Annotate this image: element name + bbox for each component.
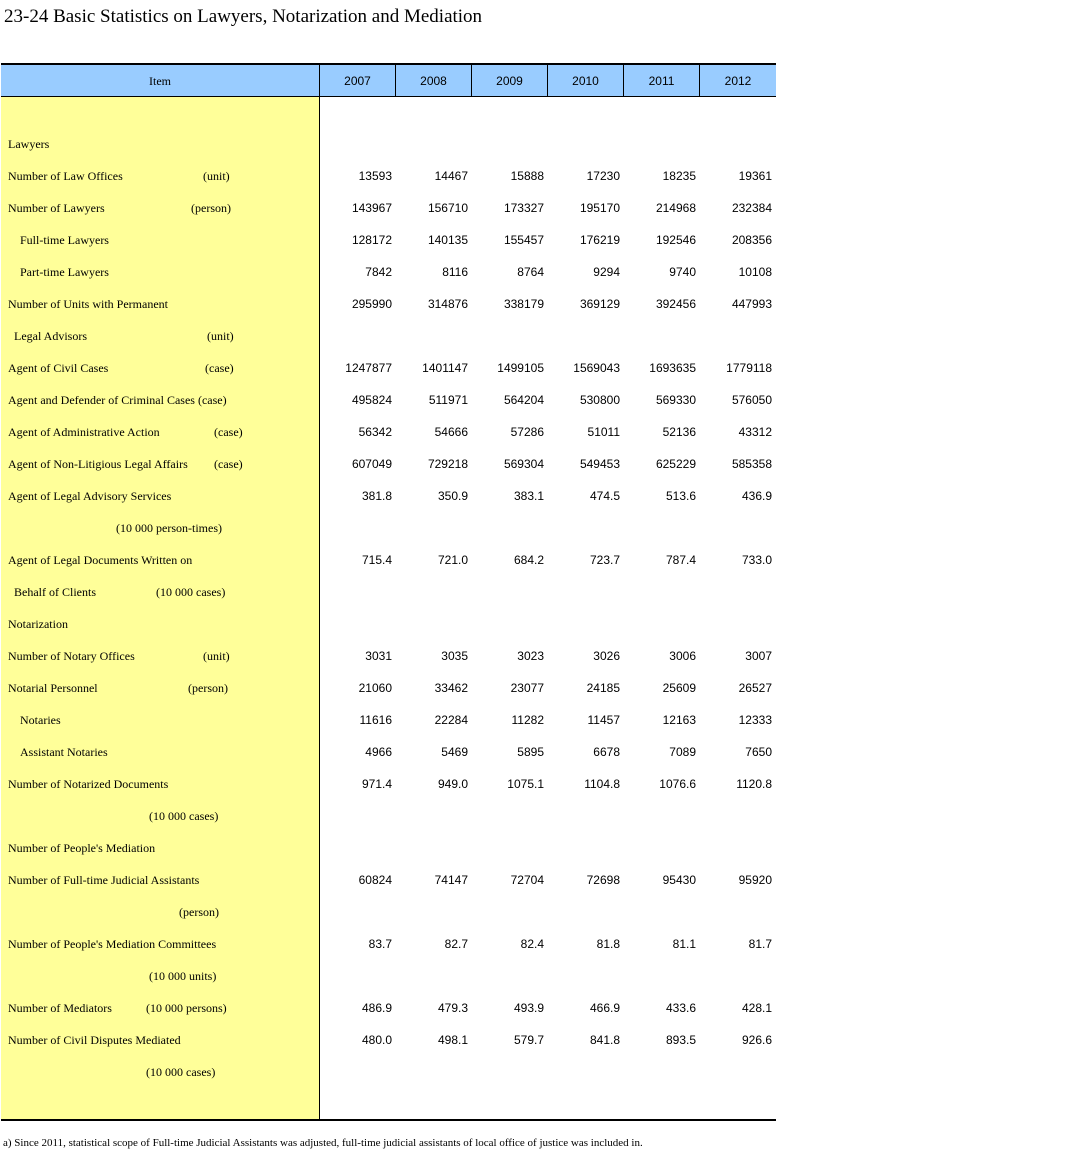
row-label: Agent of Legal Documents Written on bbox=[8, 553, 193, 567]
row-label: Legal Advisors bbox=[14, 329, 87, 343]
row-value: 513.6 bbox=[665, 489, 696, 503]
table-row bbox=[1, 800, 776, 832]
row-value: 607049 bbox=[351, 457, 392, 471]
row-value: 95920 bbox=[738, 873, 772, 887]
table-row bbox=[1, 384, 776, 416]
row-value: 926.6 bbox=[741, 1033, 772, 1047]
row-label: Number of People's Mediation Committees bbox=[8, 937, 217, 951]
row-value: 21060 bbox=[358, 681, 392, 695]
row-label: Notarization bbox=[8, 617, 68, 631]
row-unit: (unit) bbox=[207, 329, 234, 343]
row-value: 7842 bbox=[365, 265, 392, 279]
row-unit: (10 000 cases) bbox=[146, 1065, 216, 1079]
row-value: 381.8 bbox=[361, 489, 392, 503]
row-value: 82.4 bbox=[520, 937, 544, 951]
row-value: 214968 bbox=[655, 201, 696, 215]
table-row bbox=[1, 1024, 776, 1056]
row-unit: (10 000 units) bbox=[149, 969, 217, 983]
row-value: 25609 bbox=[662, 681, 696, 695]
row-value: 530800 bbox=[579, 393, 620, 407]
row-label: Assistant Notaries bbox=[20, 745, 108, 759]
table-header bbox=[1, 63, 776, 97]
row-value: 486.9 bbox=[361, 1001, 392, 1015]
row-value: 52136 bbox=[662, 425, 696, 439]
table-row bbox=[1, 992, 776, 1024]
row-value: 564204 bbox=[503, 393, 544, 407]
row-value: 7089 bbox=[669, 745, 696, 759]
row-value: 43312 bbox=[738, 425, 772, 439]
row-value: 95430 bbox=[662, 873, 696, 887]
table-row bbox=[1, 192, 776, 224]
row-unit: (10 000 cases) bbox=[149, 809, 219, 823]
row-value: 72698 bbox=[586, 873, 620, 887]
row-value: 841.8 bbox=[589, 1033, 620, 1047]
row-value: 3035 bbox=[441, 649, 468, 663]
row-value: 173327 bbox=[503, 201, 544, 215]
row-unit: (person) bbox=[191, 201, 231, 215]
row-label: Lawyers bbox=[8, 137, 50, 151]
row-value: 208356 bbox=[731, 233, 772, 247]
table-row bbox=[1, 768, 776, 800]
row-value: 585358 bbox=[731, 457, 772, 471]
row-value: 971.4 bbox=[361, 777, 392, 791]
row-value: 480.0 bbox=[361, 1033, 392, 1047]
row-value: 155457 bbox=[503, 233, 544, 247]
row-value: 1569043 bbox=[573, 361, 620, 375]
row-value: 949.0 bbox=[437, 777, 468, 791]
row-value: 684.2 bbox=[513, 553, 544, 567]
row-label: Full-time Lawyers bbox=[20, 233, 109, 247]
row-value: 338179 bbox=[503, 297, 544, 311]
table-row bbox=[1, 864, 776, 896]
row-label: Behalf of Clients bbox=[14, 585, 96, 599]
row-value: 1499105 bbox=[497, 361, 544, 375]
row-value: 433.6 bbox=[665, 1001, 696, 1015]
row-value: 893.5 bbox=[665, 1033, 696, 1047]
table-row bbox=[1, 736, 776, 768]
header-year: 2012 bbox=[724, 74, 752, 88]
table-row bbox=[1, 416, 776, 448]
row-value: 1075.1 bbox=[507, 777, 544, 791]
row-value: 495824 bbox=[351, 393, 392, 407]
row-value: 195170 bbox=[579, 201, 620, 215]
row-unit: (case) bbox=[214, 457, 243, 471]
row-value: 17230 bbox=[586, 169, 620, 183]
row-label: Number of People's Mediation bbox=[8, 841, 156, 855]
row-unit: (case) bbox=[214, 425, 243, 439]
row-value: 1779118 bbox=[726, 361, 772, 375]
row-value: 12163 bbox=[662, 713, 696, 727]
row-label: Number of Law Offices bbox=[8, 169, 123, 183]
row-value: 314876 bbox=[427, 297, 468, 311]
row-value: 1104.8 bbox=[584, 777, 620, 791]
row-label: Agent of Legal Advisory Services bbox=[8, 489, 172, 503]
row-value: 474.5 bbox=[589, 489, 620, 503]
row-value: 1247877 bbox=[345, 361, 392, 375]
row-value: 576050 bbox=[731, 393, 772, 407]
table-row bbox=[1, 928, 776, 960]
row-label: Agent of Non-Litigious Legal Affairs bbox=[8, 457, 188, 471]
header-year: 2008 bbox=[396, 65, 472, 96]
row-value: 5469 bbox=[441, 745, 468, 759]
row-label: Number of Notarized Documents bbox=[8, 777, 169, 791]
row-label: Notaries bbox=[20, 713, 61, 727]
header-item: Item bbox=[1, 65, 320, 96]
row-value: 72704 bbox=[510, 873, 544, 887]
table-row bbox=[1, 576, 776, 608]
row-unit: (10 000 cases) bbox=[156, 585, 226, 599]
row-value: 479.3 bbox=[437, 1001, 468, 1015]
row-value: 11457 bbox=[587, 713, 620, 727]
row-value: 10108 bbox=[738, 265, 772, 279]
table-row bbox=[1, 960, 776, 992]
row-value: 5895 bbox=[517, 745, 544, 759]
table-row bbox=[1, 896, 776, 928]
row-value: 493.9 bbox=[513, 1001, 544, 1015]
row-value: 51011 bbox=[587, 425, 620, 439]
row-value: 23077 bbox=[510, 681, 544, 695]
row-unit: (unit) bbox=[203, 169, 230, 183]
row-value: 569304 bbox=[503, 457, 544, 471]
row-value: 19361 bbox=[738, 169, 772, 183]
row-unit: (10 000 persons) bbox=[146, 1001, 227, 1015]
row-value: 3031 bbox=[365, 649, 392, 663]
row-value: 1076.6 bbox=[659, 777, 696, 791]
row-value: 26527 bbox=[738, 681, 772, 695]
row-value: 9294 bbox=[593, 265, 620, 279]
header-year: 2007 bbox=[320, 65, 396, 96]
table-row bbox=[1, 160, 776, 192]
header-year: 2011 bbox=[624, 65, 700, 96]
row-value: 9740 bbox=[669, 265, 696, 279]
row-value: 140135 bbox=[427, 233, 468, 247]
row-value: 787.4 bbox=[665, 553, 696, 567]
row-value: 1401147 bbox=[422, 361, 468, 375]
page-title: 23-24 Basic Statistics on Lawyers, Notarization and Mediation bbox=[4, 6, 483, 27]
row-value: 579.7 bbox=[513, 1033, 544, 1047]
row-value: 81.1 bbox=[672, 937, 696, 951]
row-value: 549453 bbox=[579, 457, 620, 471]
table-row bbox=[1, 288, 776, 320]
row-label: Agent of Administrative Action bbox=[8, 425, 160, 439]
row-value: 57286 bbox=[510, 425, 544, 439]
row-value: 350.9 bbox=[437, 489, 468, 503]
row-value: 498.1 bbox=[437, 1033, 468, 1047]
table-row bbox=[1, 352, 776, 384]
row-value: 369129 bbox=[579, 297, 620, 311]
row-value: 392456 bbox=[655, 297, 696, 311]
row-value: 22284 bbox=[434, 713, 468, 727]
row-value: 3007 bbox=[745, 649, 772, 663]
row-value: 81.8 bbox=[596, 937, 620, 951]
row-value: 7650 bbox=[745, 745, 772, 759]
table-row bbox=[1, 512, 776, 544]
row-value: 3023 bbox=[517, 649, 544, 663]
row-value: 447993 bbox=[731, 297, 772, 311]
row-label: Notarial Personnel bbox=[8, 681, 98, 695]
row-label: Number of Lawyers bbox=[8, 201, 105, 215]
row-value: 733.0 bbox=[741, 553, 772, 567]
row-value: 11282 bbox=[511, 713, 544, 727]
row-value: 128172 bbox=[351, 233, 392, 247]
row-value: 18235 bbox=[662, 169, 696, 183]
row-value: 625229 bbox=[655, 457, 696, 471]
row-value: 383.1 bbox=[513, 489, 544, 503]
table-body bbox=[1, 97, 776, 1121]
row-value: 295990 bbox=[351, 297, 392, 311]
row-label: Number of Notary Offices bbox=[8, 649, 135, 663]
table-row bbox=[1, 128, 776, 160]
row-value: 569330 bbox=[655, 393, 696, 407]
row-value: 83.7 bbox=[368, 937, 392, 951]
row-value: 8116 bbox=[442, 265, 468, 279]
row-value: 428.1 bbox=[741, 1001, 772, 1015]
row-value: 8764 bbox=[517, 265, 544, 279]
row-value: 11616 bbox=[359, 713, 392, 727]
row-value: 436.9 bbox=[741, 489, 772, 503]
table-row bbox=[1, 256, 776, 288]
row-value: 156710 bbox=[427, 201, 468, 215]
row-value: 1693635 bbox=[649, 361, 696, 375]
row-value: 15888 bbox=[510, 169, 544, 183]
row-value: 232384 bbox=[731, 201, 772, 215]
row-value: 14467 bbox=[434, 169, 468, 183]
row-unit: (10 000 person-times) bbox=[116, 521, 222, 535]
row-value: 56342 bbox=[358, 425, 392, 439]
row-value: 1120.8 bbox=[736, 777, 772, 791]
table-row bbox=[1, 480, 776, 512]
table-row bbox=[1, 448, 776, 480]
row-label: Agent and Defender of Criminal Cases (case) bbox=[8, 393, 227, 407]
row-value: 54666 bbox=[434, 425, 468, 439]
row-value: 74147 bbox=[434, 873, 468, 887]
table-row bbox=[1, 1056, 776, 1088]
header-year: 2009 bbox=[472, 65, 548, 96]
row-value: 33462 bbox=[434, 681, 468, 695]
row-value: 729218 bbox=[427, 457, 468, 471]
row-label: Part-time Lawyers bbox=[20, 265, 109, 279]
footnote: a) Since 2011, statistical scope of Full-time Judicial Assistants was adjusted, full-time judicial assistants of local office of justice was included in. bbox=[3, 1137, 643, 1149]
row-value: 3006 bbox=[669, 649, 696, 663]
row-unit: (person) bbox=[188, 681, 228, 695]
row-unit: (case) bbox=[205, 361, 234, 375]
table-row bbox=[1, 224, 776, 256]
row-value: 3026 bbox=[593, 649, 620, 663]
row-value: 466.9 bbox=[589, 1001, 620, 1015]
row-unit: (person) bbox=[179, 905, 219, 919]
row-label: Number of Units with Permanent bbox=[8, 297, 168, 311]
table-row bbox=[1, 544, 776, 576]
row-value: 511971 bbox=[428, 393, 468, 407]
row-value: 60824 bbox=[358, 873, 392, 887]
table-row bbox=[1, 704, 776, 736]
row-label: Number of Full-time Judicial Assistants bbox=[8, 873, 200, 887]
row-value: 176219 bbox=[579, 233, 620, 247]
row-label: Number of Mediators bbox=[8, 1001, 112, 1015]
row-value: 82.7 bbox=[444, 937, 468, 951]
row-label: Number of Civil Disputes Mediated bbox=[8, 1033, 181, 1047]
table-row bbox=[1, 672, 776, 704]
row-label: Agent of Civil Cases bbox=[8, 361, 109, 375]
header-year: 2010 bbox=[548, 65, 624, 96]
table-row bbox=[1, 832, 776, 864]
row-value: 143967 bbox=[351, 201, 392, 215]
row-value: 721.0 bbox=[437, 553, 468, 567]
table-row bbox=[1, 640, 776, 672]
table-row bbox=[1, 320, 776, 352]
row-value: 81.7 bbox=[748, 937, 772, 951]
row-value: 715.4 bbox=[361, 553, 392, 567]
row-unit: (unit) bbox=[203, 649, 230, 663]
row-value: 6678 bbox=[593, 745, 620, 759]
row-value: 12333 bbox=[738, 713, 772, 727]
row-value: 13593 bbox=[358, 169, 392, 183]
row-value: 24185 bbox=[586, 681, 620, 695]
row-value: 192546 bbox=[655, 233, 696, 247]
row-value: 723.7 bbox=[589, 553, 620, 567]
table-row bbox=[1, 608, 776, 640]
row-value: 4966 bbox=[365, 745, 392, 759]
